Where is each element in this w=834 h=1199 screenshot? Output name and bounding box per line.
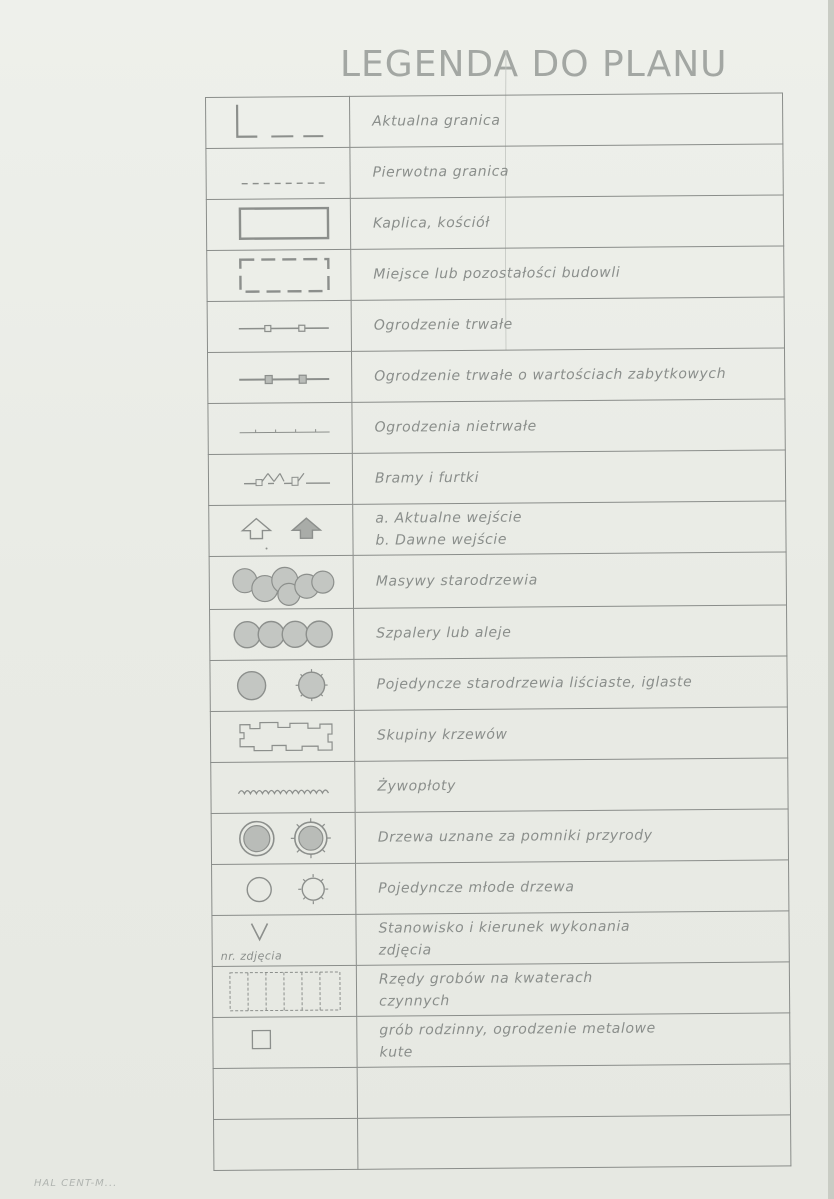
legend-label: Ogrodzenie trwałe [351, 297, 784, 351]
old-tree-cluster-icon [209, 555, 353, 609]
legend-row [212, 860, 789, 916]
legend-row [213, 1013, 790, 1069]
photo-number-caption: nr. zdjęcia [220, 948, 283, 963]
page-edge [828, 0, 834, 1199]
active-graves-rows-icon [212, 965, 356, 1017]
legend-label: grób rodzinny, ogrodzenie metalowe kute [357, 1013, 790, 1067]
legend-label: Aktualna granica [349, 93, 782, 147]
empty-label-cell [357, 1064, 790, 1118]
tree-row-icon [210, 608, 354, 660]
legend-table [205, 92, 791, 1171]
legend-label: Pojedyncze starodrzewia liściaste, iglaste [354, 656, 787, 710]
young-trees-icon [212, 863, 356, 915]
legend-label: Kaplica, kościół [350, 195, 783, 249]
legend-label: Masywy starodrzewia [353, 552, 786, 608]
legend-row [211, 809, 788, 865]
legend-label: Żywopłoty [355, 758, 788, 812]
historic-fence-icon [208, 351, 352, 403]
entrance-arrows-icon [209, 504, 353, 556]
legend-label: Miejsce lub pozostałości budowli [351, 246, 784, 300]
legend-label: Szpalery lub aleje [354, 605, 787, 659]
empty-label-cell [358, 1115, 791, 1169]
legend-label: Stanowisko i kierunek wykonania zdjęcia [356, 911, 789, 965]
legend-row [208, 450, 785, 506]
single-old-trees-icon [210, 659, 354, 711]
legend-label: Bramy i furtki [352, 450, 785, 504]
chapel-church-icon [206, 198, 350, 250]
family-grave-icon [213, 1016, 357, 1068]
building-remains-icon [207, 249, 351, 301]
empty-symbol-cell [213, 1067, 357, 1119]
legend-row [207, 246, 784, 302]
legend-row [211, 758, 788, 814]
temporary-fence-icon [208, 402, 352, 454]
legend-label: Drzewa uznane za pomniki przyrody [355, 809, 788, 863]
current-boundary-icon [206, 96, 350, 148]
archive-stamp: HAL CENT-M... [34, 1178, 118, 1189]
gates-icon [208, 453, 352, 505]
legend-row [208, 399, 785, 455]
empty-symbol-cell [214, 1118, 358, 1170]
legend-label: Skupiny krzewów [354, 707, 787, 761]
natural-monument-trees-icon [211, 812, 355, 864]
shrub-group-icon [210, 710, 354, 762]
legend-label: Ogrodzenie trwałe o wartościach zabytkowych [352, 348, 785, 402]
legend-row [212, 962, 789, 1018]
legend-row [208, 348, 785, 404]
hedge-icon [211, 761, 355, 813]
legend-row [207, 297, 784, 353]
legend-row [206, 93, 783, 149]
permanent-fence-icon [207, 300, 351, 352]
page-title: LEGENDA DO PLANU [340, 44, 728, 85]
legend-row [210, 656, 787, 712]
empty-row [213, 1064, 790, 1120]
legend-row [209, 552, 786, 610]
legend-label: Ogrodzenia nietrwałe [352, 399, 785, 453]
legend-row [209, 501, 786, 557]
legend-row [206, 144, 783, 200]
legend-row [212, 911, 789, 967]
legend-row [210, 605, 787, 661]
legend-label: a. Aktualne wejście b. Dawne wejście [353, 501, 786, 555]
empty-row [214, 1115, 791, 1171]
legend-label: Pojedyncze młode drzewa [356, 860, 789, 914]
legend-row [206, 195, 783, 251]
legend-label: Pierwotna granica [350, 144, 783, 198]
original-boundary-icon [206, 147, 350, 199]
legend-label: Rzędy grobów na kwaterach czynnych [356, 962, 789, 1016]
photo-viewpoint-icon [212, 914, 356, 966]
legend-row [210, 707, 787, 763]
